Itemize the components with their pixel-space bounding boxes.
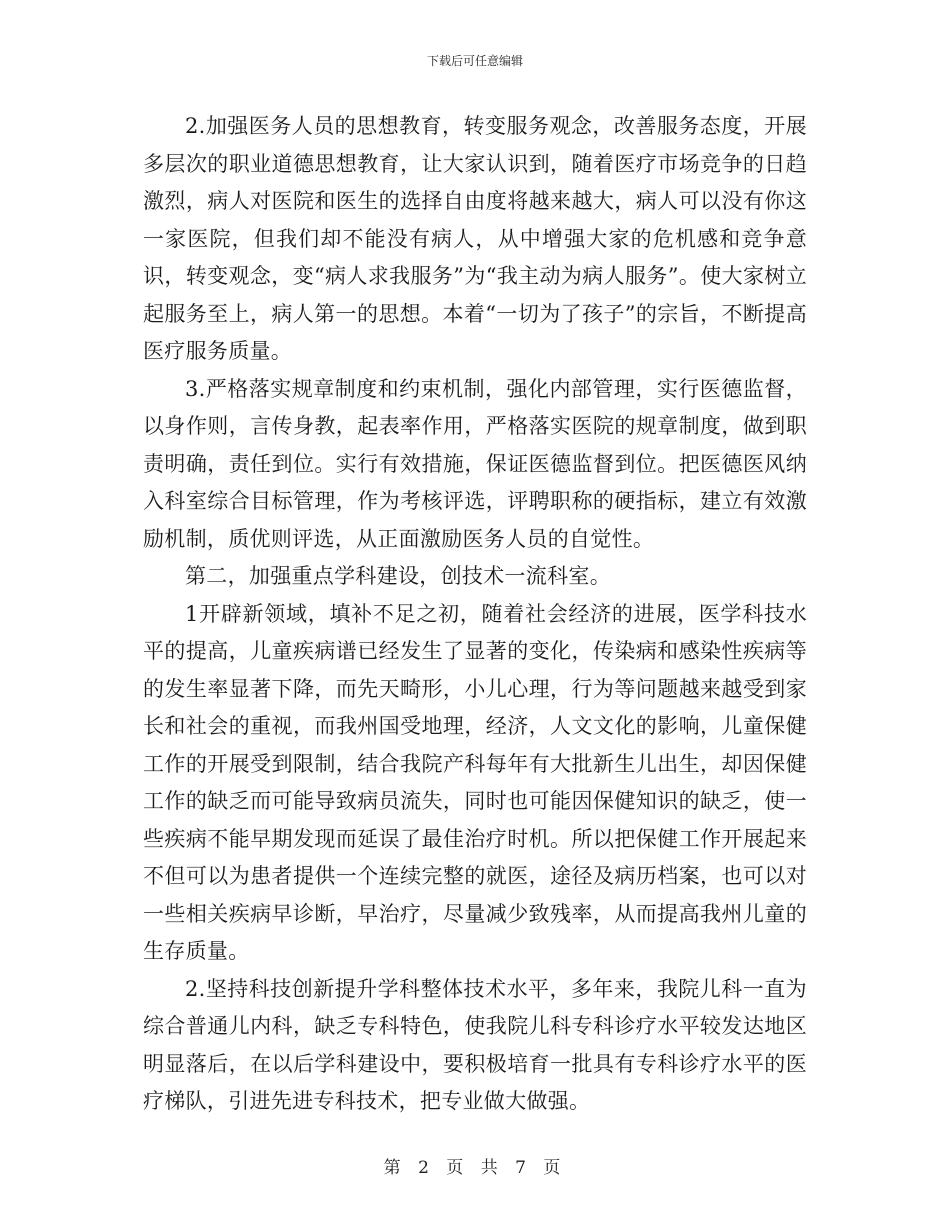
paragraph-section-heading: 第二，加强重点学科建设，创技术一流科室。 — [185, 564, 611, 588]
page-header: 下载后可任意编辑 — [426, 54, 523, 68]
paragraph-staff-education: 2.加强医务人员的思想教育，转变服务观念，改善服务态度，开展多层次的职业道德思想教育，让大家认识到，随着医疗市场竞争的日趋激烈，病人对医院和医生的选择自由度将越来越大，病人可以没有你这一家医院，但我们却不能没有病人，从中增强大家的危机感和竞争意识，转变观念，变“病人求我服务”为“我主动为病人服务”。使大家树立起服务至上，病人第一的思想。本着“一切为了孩子”的宗旨，不断提高医疗服务质量。 — [143, 114, 807, 363]
paragraph-tech-innovation: 2.坚持科技创新提升学科整体技术水平，多年来，我院儿科一直为综合普通儿内科，缺乏专科特色，使我院儿科专科诊疗水平较发达地区明显落后，在以后学科建设中，要积极培育一批具有专科诊疗水平的医疗梯队，引进先进专科技术，把专业做大做强。 — [143, 976, 807, 1113]
paragraph-rules-supervision: 3.严格落实规章制度和约束机制，强化内部管理，实行医德监督，以身作则，言传身教，起表率作用，严格落实医院的规章制度，做到职责明确，责任到位。实行有效措施，保证医德监督到位。把医德医风纳入科室综合目标管理，作为考核评选，评聘职称的硬指标，建立有效激励机制，质优则评选，从正面激励医务人员的自觉性。 — [143, 376, 807, 551]
page-footer: 第 2 页 共 7 页 — [383, 1158, 567, 1178]
paragraph-new-field: 1开辟新领域，填补不足之初，随着社会经济的进展，医学科技水平的提高，儿童疾病谱已经发生了显著的变化，传染病和感染性疾病等的发生率显著下降，而先天畸形，小儿心理，行为等问题越来越受到家长和社会的重视，而我州国受地理，经济，人文文化的影响，儿童保健工作的开展受到限制，结合我院产科每年有大批新生儿出生，却因保健工作的缺乏而可能导致病员流失，同时也可能因保健知识的缺乏，使一些疾病不能早期发现而延误了最佳治疗时机。所以把保健工作开展起来不但可以为患者提供一个连续完整的就医，途径及病历档案，也可以对一些相关疾病早诊断，早治疗，尽量减少致残率，从而提高我州儿童的生存质量。 — [143, 601, 807, 963]
document-body — [143, 108, 807, 1121]
